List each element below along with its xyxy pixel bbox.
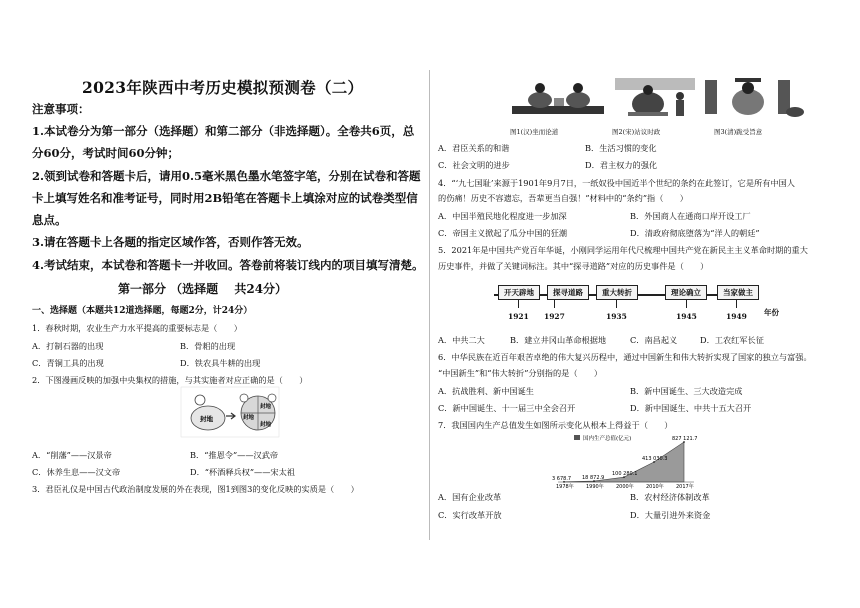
q7-option-d: D．大量引进外来资金: [630, 510, 711, 520]
q3-option-a: A．君臣关系的和谐: [438, 143, 510, 153]
q5-option-b: B．建立井冈山革命根据地: [510, 335, 607, 345]
notice-line-1: 1.本试卷分为第一部分（选择题）和第二部分（非选择题）。全卷共6页，总: [32, 124, 415, 138]
q1-option-b: B．骨耜的出现: [180, 341, 236, 351]
q3-option-b: B．生活习惯的变化: [585, 143, 657, 153]
q1-option-d: D．铁农具牛耕的出现: [180, 358, 261, 368]
chart-x-tick-label: 1990年: [586, 484, 604, 490]
q3-option-c: C．社会文明的进步: [438, 160, 510, 170]
chart-data-label: 18 872.9: [582, 475, 605, 482]
notice-line-2: 分60分，考试时间60分钟；: [32, 146, 180, 160]
q5-stem-line-2: 历史事件，并做了关键词标注。其中“探寻道路”对应的历史事件是（ ）: [438, 261, 709, 271]
timeline-year-2: 1927: [544, 312, 565, 321]
q3-caption-2: 图2(宋)站议时政: [612, 128, 661, 136]
notice-line-5: 息点。: [32, 213, 67, 227]
notice-line-3: 2.领到试卷和答题卡后，请用0.5毫米黑色墨水笔签字笔，分别在试卷和答题: [32, 169, 421, 183]
q2-option-d: D．“杯酒释兵权”——宋太祖: [190, 467, 295, 477]
q4-option-a: A．中国半殖民地化程度进一步加深: [438, 211, 567, 221]
q3-caption-3: 图3(清)跪受旨意: [714, 128, 763, 136]
q3-figure-3: [705, 78, 804, 117]
chart-data-label: 827 121.7: [672, 436, 698, 442]
timeline-box-2: 探寻道路: [547, 285, 589, 300]
chart-title: 国内生产总值(亿元): [583, 436, 632, 442]
q2-image-label-left: 封地: [200, 415, 213, 423]
chart-data-label: 3 678.7: [552, 475, 572, 482]
q4-stem-line-2: 的伤痛！历史不容遗忘，吾辈更当自强！”材料中的“条约”指（ ）: [438, 193, 688, 203]
section-heading: 一、选择题（本题共12道选择题，每题2分，计24分）: [32, 306, 253, 316]
q6-option-b: B．新中国诞生、三大改造完成: [630, 386, 743, 396]
timeline-year-1: 1921: [508, 312, 529, 321]
q3-figure-2: [615, 78, 695, 116]
q3-figure-1: [512, 83, 604, 114]
notice-line-4: 卡上填写姓名和准考证号，同时用2B铅笔在答题卡上填涂对应的试卷类型信: [32, 191, 418, 205]
q7-gdp-chart: [534, 432, 714, 490]
q6-stem-line-1: 6．中华民族在近百年艰苦卓绝的伟大复兴历程中，通过中国新生和伟大转折实现了国家的独立与富强。: [438, 352, 812, 362]
timeline-box-4: 理论确立: [665, 285, 707, 300]
q3-option-d: D．君主权力的强化: [585, 160, 658, 170]
q5-option-c: C．南昌起义: [630, 335, 678, 345]
chart-data-label: 413 030.3: [642, 456, 668, 463]
q4-option-b: B．外国商人在通商口岸开设工厂: [630, 211, 751, 221]
q3-caption-1: 图1(汉)坐而论道: [510, 128, 559, 136]
timeline-axis-label: 年份: [764, 308, 779, 317]
q5-option-d: D．工农红军长征: [700, 335, 764, 345]
timeline-year-4: 1945: [676, 312, 697, 321]
q2-image-label-right-bottom: 封地: [260, 422, 272, 428]
part1-heading: 第一部分 （选择题 共24分）: [118, 282, 288, 296]
chart-data-label: 100 280.1: [612, 471, 638, 478]
chart-x-tick-label: 1978年: [556, 484, 574, 490]
q2-option-c: C．休养生息——汉文帝: [32, 467, 121, 477]
q2-image-label-right-top: 封地: [260, 404, 272, 410]
q2-image-label-right-mid: 封地: [243, 415, 255, 421]
q6-option-c: C．新中国诞生、十一届三中全会召开: [438, 403, 576, 413]
q2-option-b: B．“推恩令”——汉武帝: [190, 450, 279, 460]
q6-option-a: A．抗战胜利、新中国诞生: [438, 386, 534, 396]
q7-option-c: C．实行改革开放: [438, 510, 502, 520]
q3-figures-image: [510, 76, 810, 124]
notice-line-7: 4.考试结束，本试卷和答题卡一并收回。答卷前将装订线内的项目填写清楚。: [32, 258, 424, 272]
column-divider: [429, 70, 430, 540]
q7-stem: 7．我国国内生产总值发生如图所示变化从根本上得益于（ ）: [438, 420, 673, 430]
q5-stem-line-1: 5．2021年是中国共产党百年华诞，小刚同学运用年代尺梳理中国共产党在新民主主义革命时期的重大: [438, 245, 808, 255]
q7-option-b: B．农村经济体制改革: [630, 492, 710, 502]
q2-cartoon-image: [180, 386, 280, 438]
q5-option-a: A．中共二大: [438, 335, 485, 345]
q4-option-d: D．清政府彻底堕落为“洋人的朝廷”: [630, 228, 760, 238]
q1-stem: 1．春秋时期，农业生产力水平提高的重要标志是（ ）: [32, 323, 242, 333]
timeline-box-1: 开天辟地: [498, 285, 540, 300]
timeline-year-5: 1949: [726, 312, 747, 321]
q6-stem-line-2: “中国新生”和“伟大转折”分别指的是（ ）: [438, 368, 603, 378]
q4-option-c: C．帝国主义掀起了瓜分中国的狂潮: [438, 228, 568, 238]
q7-option-a: A．国有企业改革: [438, 492, 502, 502]
chart-x-tick-label: 2017年: [676, 484, 694, 490]
timeline-year-3: 1935: [606, 312, 627, 321]
notice-line-6: 3.请在答题卡上各题的指定区域作答，否则作答无效。: [32, 235, 309, 249]
q1-option-a: A．打制石器的出现: [32, 341, 104, 351]
q1-option-c: C．青铜工具的出现: [32, 358, 104, 368]
chart-x-tick-label: 2010年: [646, 484, 664, 490]
timeline-box-5: 当家做主: [717, 285, 759, 300]
q4-stem-line-1: 4．“‘九七国耻’来源于1901年9月7日，一纸奴役中国近半个世纪的条约在此签订，它是所有中国人: [438, 178, 795, 188]
chart-legend-swatch: [574, 435, 580, 440]
page-title: 2023年陕西中考历史模拟预测卷（二）: [82, 78, 364, 97]
chart-x-tick-label: 2000年: [616, 484, 634, 490]
q2-option-a: A．“削藩”——汉景帝: [32, 450, 112, 460]
q2-stem: 2．下图漫画反映的加强中央集权的措施，与其实施者对应正确的是（ ）: [32, 375, 308, 385]
notice-heading: 注意事项：: [32, 102, 90, 116]
timeline-box-3: 重大转折: [596, 285, 638, 300]
q6-option-d: D．新中国诞生、中共十五大召开: [630, 403, 752, 413]
q3-stem: 3．君臣礼仪是中国古代政治制度发展的外在表现，图1到图3的变化反映的实质是（ ）: [32, 484, 359, 494]
